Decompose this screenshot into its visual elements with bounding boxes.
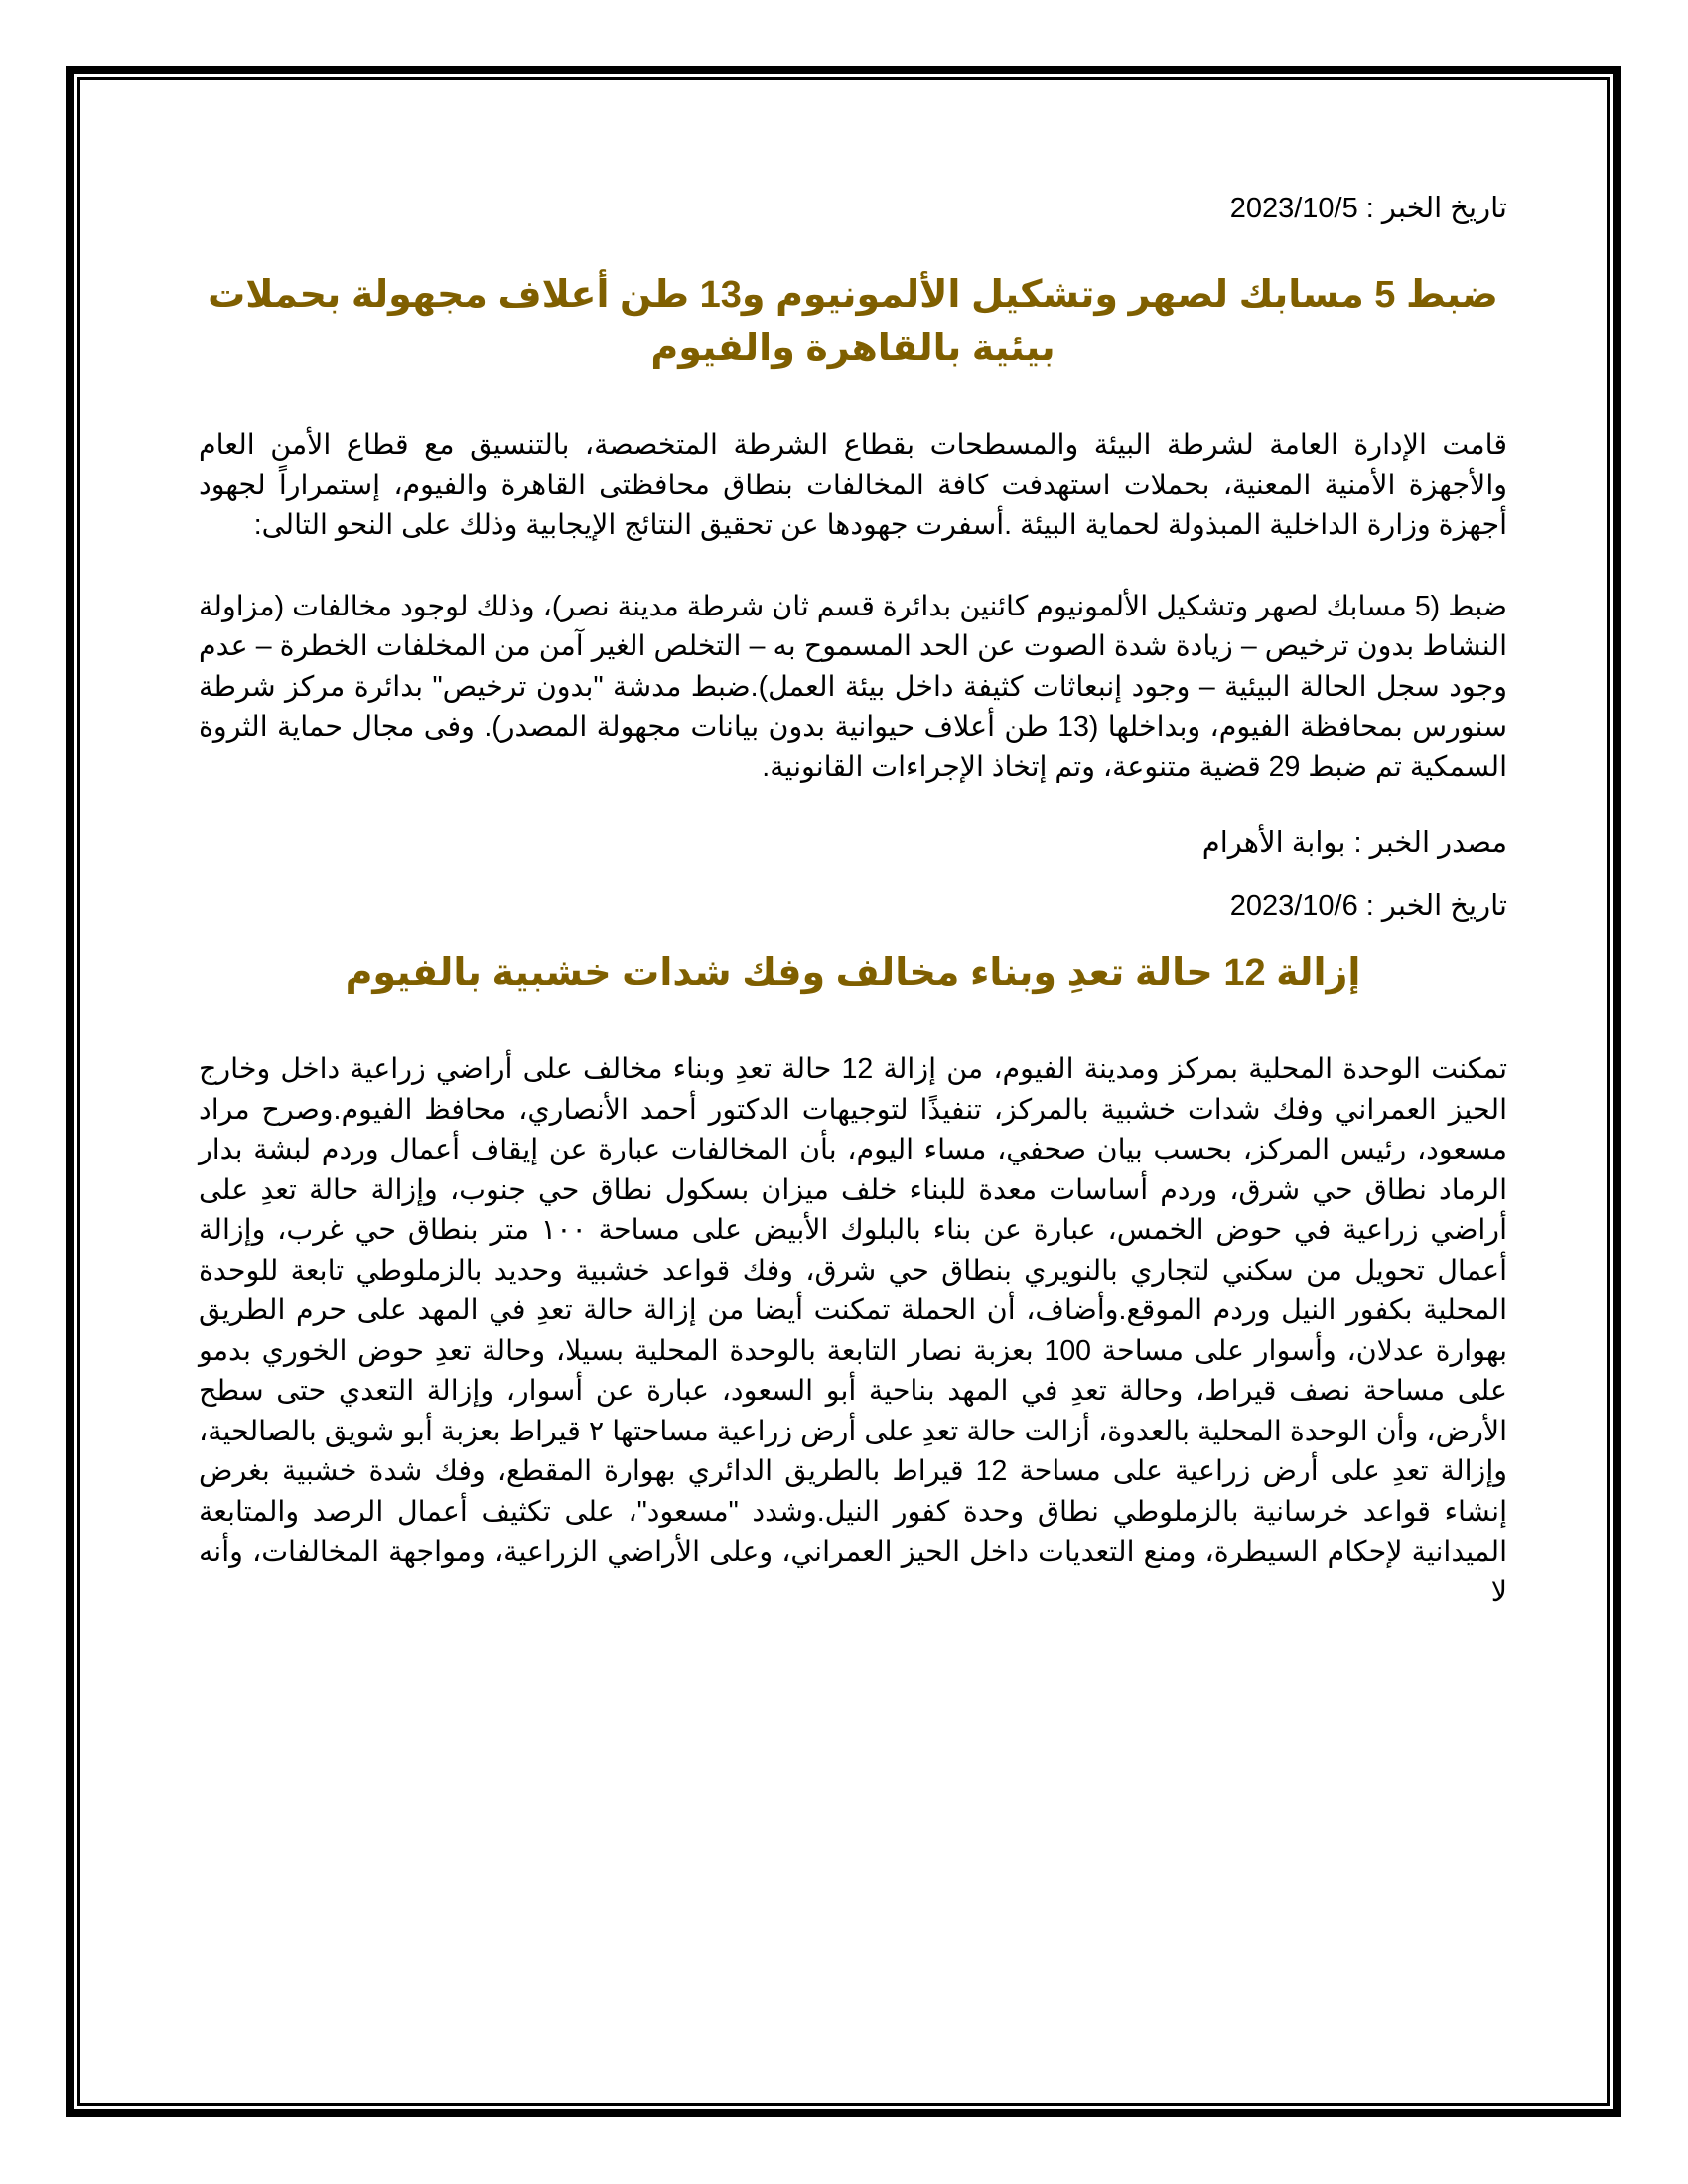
article-1	[199, 189, 1507, 863]
article-paragraph: ضبط (5 مسابك لصهر وتشكيل الألمونيوم كائنين بدائرة قسم ثان شرطة مدينة نصر)، وذلك لوجود مخالفات (مزاولة النشاط بدون ترخيص – زيادة شدة الصوت عن الحد المسموح به – التخلص الغير آمن من المخلفات الخطرة – عدم وجود سجل الحالة البيئية – وجود إنبعاثات كثيفة داخل بيئة العمل).ضبط مدشة "بدون ترخيص" بدائرة مركز شرطة سنورس بمحافظة الفيوم، وبداخلها (13 طن أعلاف حيوانية بدون بيانات مجهولة المصدر). وفى مجال حماية الثروة السمكية تم ضبط 29 قضية متنوعة، وتم إتخاذ الإجراءات القانونية.	[199, 590, 1508, 783]
article-2	[199, 887, 1507, 1612]
article-source: مصدر الخبر : بوابة الأهرام	[1201, 827, 1507, 859]
article-paragraph: قامت الإدارة العامة لشرطة البيئة والمسطحات بقطاع الشرطة المتخصصة، بالتنسيق مع قطاع الأمن العام والأجهزة الأمنية المعنية، بحملات استهدفت كافة المخالفات بنطاق محافظتى القاهرة والفيوم، إستمراراً لجهود أجهزة وزارة الداخلية المبذولة لحماية البيئة .أسفرت جهودها عن تحقيق النتائج الإيجابية وذلك على النحو التالى:	[199, 429, 1507, 541]
article-date: تاريخ الخبر : 2023/10/5	[1229, 193, 1507, 224]
article-headline: إزالة 12 حالة تعدِ وبناء مخالف وفك شدات خشبية بالفيوم	[345, 952, 1361, 994]
article-paragraph: تمكنت الوحدة المحلية بمركز ومدينة الفيوم، من إزالة 12 حالة تعدِ وبناء مخالف على أراضي زراعية داخل وخارج الحيز العمراني وفك شدات خشبية بالمركز، تنفيذًا لتوجيهات الدكتور أحمد الأنصاري، محافظ الفيوم.وصرح مراد مسعود، رئيس المركز، بحسب بيان صحفي، مساء اليوم، بأن المخالفات عبارة عن إيقاف أعمال وردم لبشة بدار الرماد نطاق حي شرق، وردم أساسات معدة للبناء خلف ميزان بسكول نطاق حي جنوب، وإزالة حالة تعدِ على أراضي زراعية في حوض الخمس، عبارة عن بناء بالبلوك الأبيض على مساحة ١٠٠ متر بنطاق حي غرب، وإزالة أعمال تحويل من سكني لتجاري بالنويري بنطاق حي شرق، وفك قواعد خشبية وحديد بالزملوطي تابعة للوحدة المحلية بكفور النيل وردم الموقع.وأضاف، أن الحملة تمكنت أيضا من إزالة حالة تعدِ في المهد على حرم الطريق بهوارة عدلان، وأسوار على مساحة 100 بعزبة نصار التابعة بالوحدة المحلية بسيلا، وحالة تعدِ حوض الخوري بدمو على مساحة نصف قيراط، وحالة تعدِ في المهد بناحية أبو السعود، عبارة عن أسوار، وإزالة التعدي حتى سطح الأرض، وأن الوحدة المحلية بالعدوة، أزالت حالة تعدِ على أرض زراعية مساحتها ٢ قيراط بعزبة أبو شويق بالصالحية، وإزالة تعدِ على أرض زراعية على مساحة 12 قيراط بالطريق الدائري بهوارة المقطع، وفك شدة خشبية بغرض إنشاء قواعد خرسانية بالزملوطي نطاق وحدة كفور النيل.وشدد "مسعود"، على تكثيف أعمال الرصد والمتابعة الميدانية لإحكام السيطرة، ومنع التعديات داخل الحيز العمراني، وعلى الأراضي الزراعية، ومواجهة المخالفات، وأنه لا	[199, 1053, 1508, 1608]
article-date: تاريخ الخبر : 2023/10/6	[1229, 890, 1507, 922]
document-page	[199, 189, 1507, 1612]
article-headline: ضبط 5 مسابك لصهر وتشكيل الألمونيوم و13 طن أعلاف مجهولة بحملات بيئية بالقاهرة والفيوم	[208, 274, 1498, 369]
